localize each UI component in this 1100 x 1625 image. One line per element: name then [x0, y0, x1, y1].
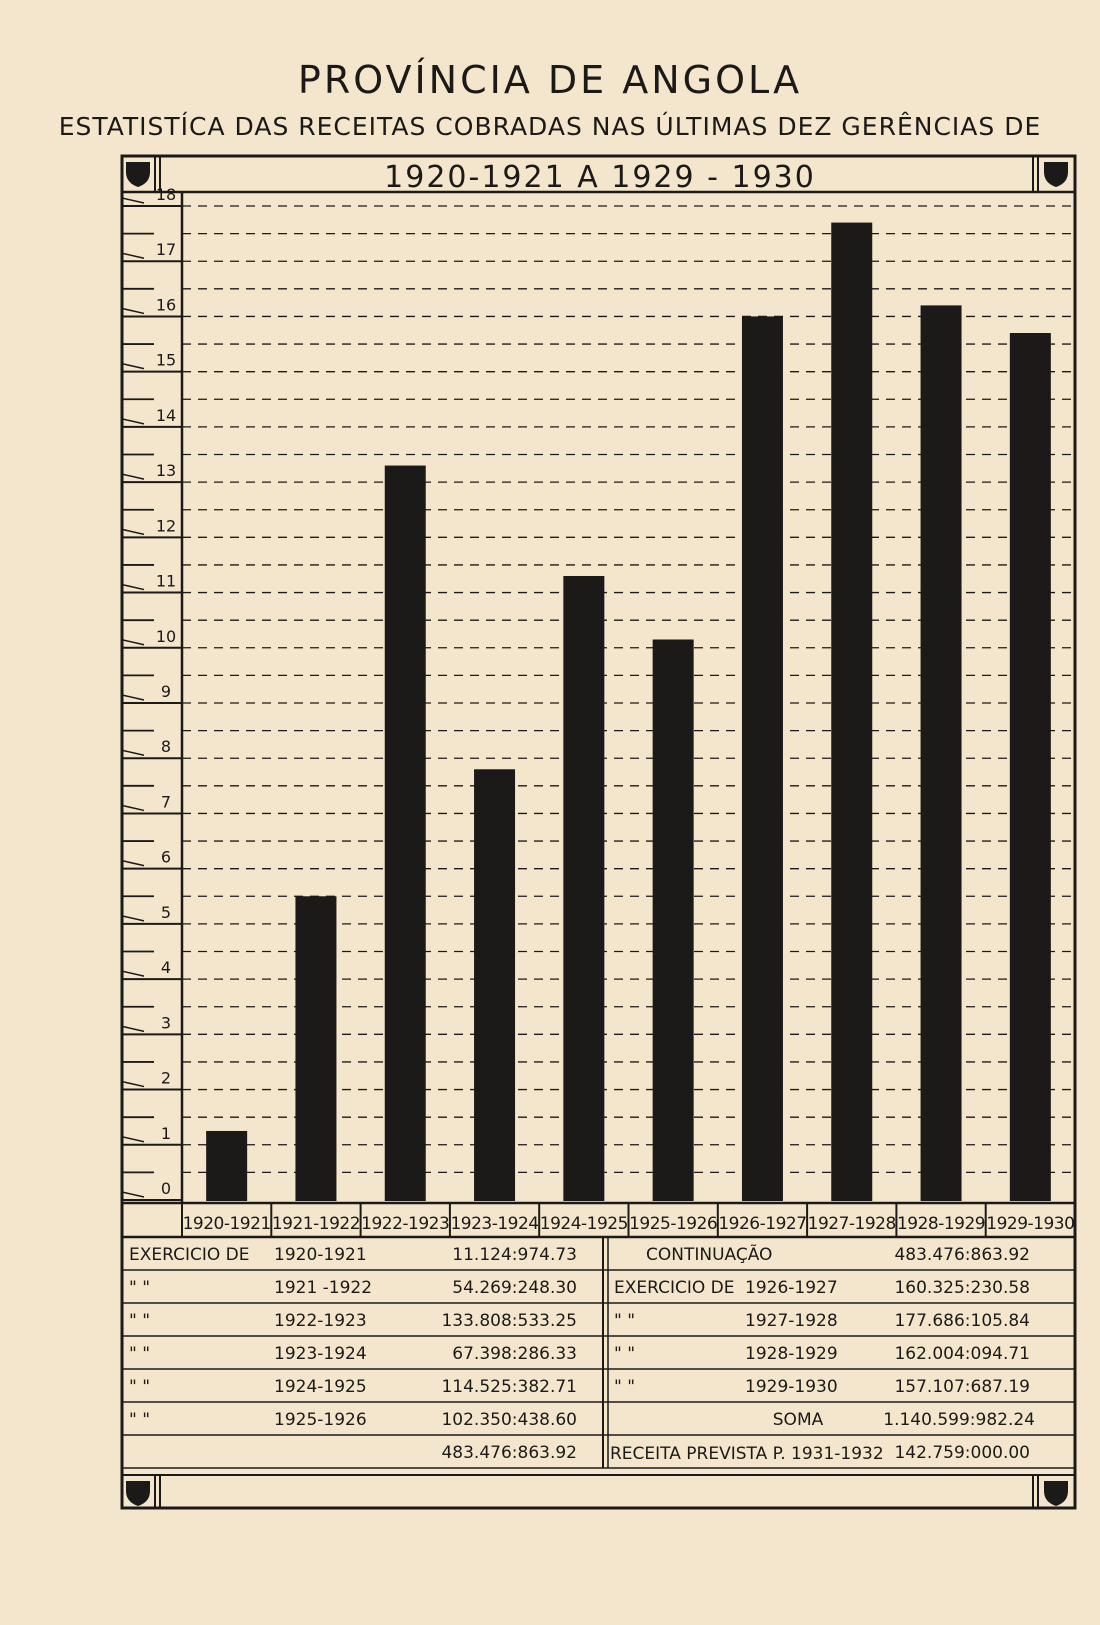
y-tick-label: 11 [155, 571, 177, 591]
table-row-period: 1926-1927 [745, 1278, 838, 1298]
y-tick-accent [122, 1137, 144, 1142]
x-tick-label: 1923-1924 [450, 1214, 539, 1234]
y-tick-label: 8 [160, 737, 172, 757]
table-row-label: EXERCICIO DE [129, 1245, 250, 1265]
bar-1925-1926 [653, 639, 694, 1201]
bar-1926-1927 [742, 316, 783, 1201]
y-tick-accent [122, 253, 144, 258]
y-tick-label: 14 [155, 405, 177, 425]
table-row-value: 67.398:286.33 [452, 1344, 577, 1364]
table-row-label: " " [614, 1311, 636, 1331]
x-tick-label: 1927-1928 [807, 1214, 896, 1234]
left-total-value: 483.476:863.92 [441, 1443, 577, 1463]
y-tick-label: 3 [160, 1013, 172, 1033]
shield-icon [1044, 162, 1068, 187]
table-row-value: 160.325:230.58 [894, 1278, 1030, 1298]
y-tick-accent [122, 1192, 144, 1197]
y-tick-accent [122, 805, 144, 810]
x-tick-label: 1920-1921 [182, 1214, 271, 1234]
table-row-label: CONTINUAÇÃO [646, 1245, 773, 1265]
y-tick-label: 15 [155, 350, 177, 370]
y-tick-accent [122, 364, 144, 369]
bar-1928-1929 [921, 305, 962, 1201]
bar-1920-1921 [206, 1131, 247, 1201]
forecast-label: RECEITA PREVISTA P. 1931-1932 [610, 1444, 884, 1464]
y-tick-label: 17 [155, 240, 177, 260]
chart-period-header: 1920-1921 A 1929 - 1930 [384, 160, 816, 195]
y-tick-accent [122, 1026, 144, 1031]
table-row-value: 133.808:533.25 [441, 1311, 577, 1331]
table-row-label: " " [129, 1278, 151, 1298]
y-tick-label: 9 [160, 682, 172, 701]
y-tick-accent [122, 308, 144, 313]
sum-value: 1.140.599:982.24 [883, 1410, 1035, 1430]
y-tick-accent [122, 971, 144, 976]
table-row-period: 1928-1929 [745, 1344, 838, 1364]
sum-label: SOMA [772, 1410, 824, 1430]
y-tick-label: 7 [160, 792, 172, 812]
y-tick-accent [122, 916, 144, 921]
table-row-label: " " [129, 1377, 151, 1397]
y-tick-label: 0 [160, 1179, 172, 1198]
y-tick-label: 2 [160, 1068, 172, 1088]
bar-1922-1923 [385, 466, 426, 1201]
x-tick-label: 1925-1926 [629, 1214, 718, 1234]
y-tick-label: 1 [160, 1123, 172, 1143]
table-row-value: 54.269:248.30 [452, 1278, 577, 1298]
page-subtitle: ESTATISTÍCA DAS RECEITAS COBRADAS NAS ÚLTIMAS DEZ GERÊNCIAS DE [58, 112, 1042, 141]
table-row-period: 1921 -1922 [274, 1278, 373, 1298]
table-row-value: 177.686:105.84 [894, 1311, 1030, 1331]
y-tick-accent [122, 585, 144, 590]
table-row-label: " " [129, 1344, 151, 1364]
bar-1924-1925 [563, 576, 604, 1201]
y-tick-accent [122, 640, 144, 645]
table-row-label: " " [129, 1410, 151, 1430]
table-row-value: 483.476:863.92 [894, 1245, 1030, 1265]
table-row-period: 1920-1921 [274, 1245, 367, 1265]
table-row-label: " " [614, 1377, 636, 1397]
page-title: PROVÍNCIA DE ANGOLA [297, 58, 803, 102]
table-row-label: " " [614, 1344, 636, 1364]
y-tick-label: 16 [155, 295, 177, 315]
table-row-period: 1924-1925 [274, 1377, 367, 1397]
table-row-period: 1923-1924 [274, 1344, 367, 1364]
x-tick-label: 1922-1923 [361, 1214, 450, 1234]
y-tick-label: 5 [160, 902, 172, 922]
table-row-period: 1929-1930 [745, 1377, 838, 1397]
y-tick-label: 6 [160, 847, 172, 867]
table-row-value: 11.124:974.73 [452, 1245, 577, 1265]
x-tick-label: 1924-1925 [539, 1214, 628, 1234]
x-tick-label: 1928-1929 [896, 1214, 986, 1234]
x-tick-label: 1921-1922 [271, 1214, 361, 1234]
table-row-period: 1925-1926 [274, 1410, 367, 1430]
shield-icon [126, 1481, 150, 1506]
y-tick-accent [122, 529, 144, 534]
table-row-label: " " [129, 1311, 151, 1331]
table-row-value: 157.107:687.19 [894, 1377, 1030, 1397]
y-tick-accent [122, 750, 144, 755]
y-tick-label: 13 [155, 461, 177, 481]
table-row-value: 102.350:438.60 [441, 1410, 577, 1430]
y-tick-accent [122, 198, 144, 203]
bar-1927-1928 [831, 223, 872, 1201]
shield-icon [1044, 1481, 1068, 1506]
table-row-label: EXERCICIO DE [614, 1278, 735, 1298]
x-tick-label: 1929-1930 [986, 1214, 1075, 1234]
y-tick-label: 10 [155, 626, 177, 646]
y-tick-label: 12 [155, 516, 177, 536]
table-row-value: 114.525:382.71 [441, 1377, 577, 1397]
bar-1921-1922 [295, 896, 336, 1201]
bar-1929-1930 [1010, 333, 1051, 1201]
x-tick-label: 1926-1927 [718, 1214, 807, 1234]
table-row-value: 162.004:094.71 [894, 1344, 1030, 1364]
y-tick-accent [122, 1082, 144, 1087]
forecast-value: 142.759:000.00 [894, 1443, 1030, 1463]
y-tick-label: 4 [160, 958, 172, 978]
table-row-period: 1922-1923 [274, 1311, 367, 1331]
y-tick-accent [122, 861, 144, 866]
y-tick-accent [122, 695, 144, 700]
y-tick-accent [122, 474, 144, 479]
y-tick-label: 18 [155, 185, 177, 204]
bar-1923-1924 [474, 769, 515, 1201]
y-tick-accent [122, 419, 144, 424]
shield-icon [126, 162, 150, 187]
table-row-period: 1927-1928 [745, 1311, 838, 1331]
